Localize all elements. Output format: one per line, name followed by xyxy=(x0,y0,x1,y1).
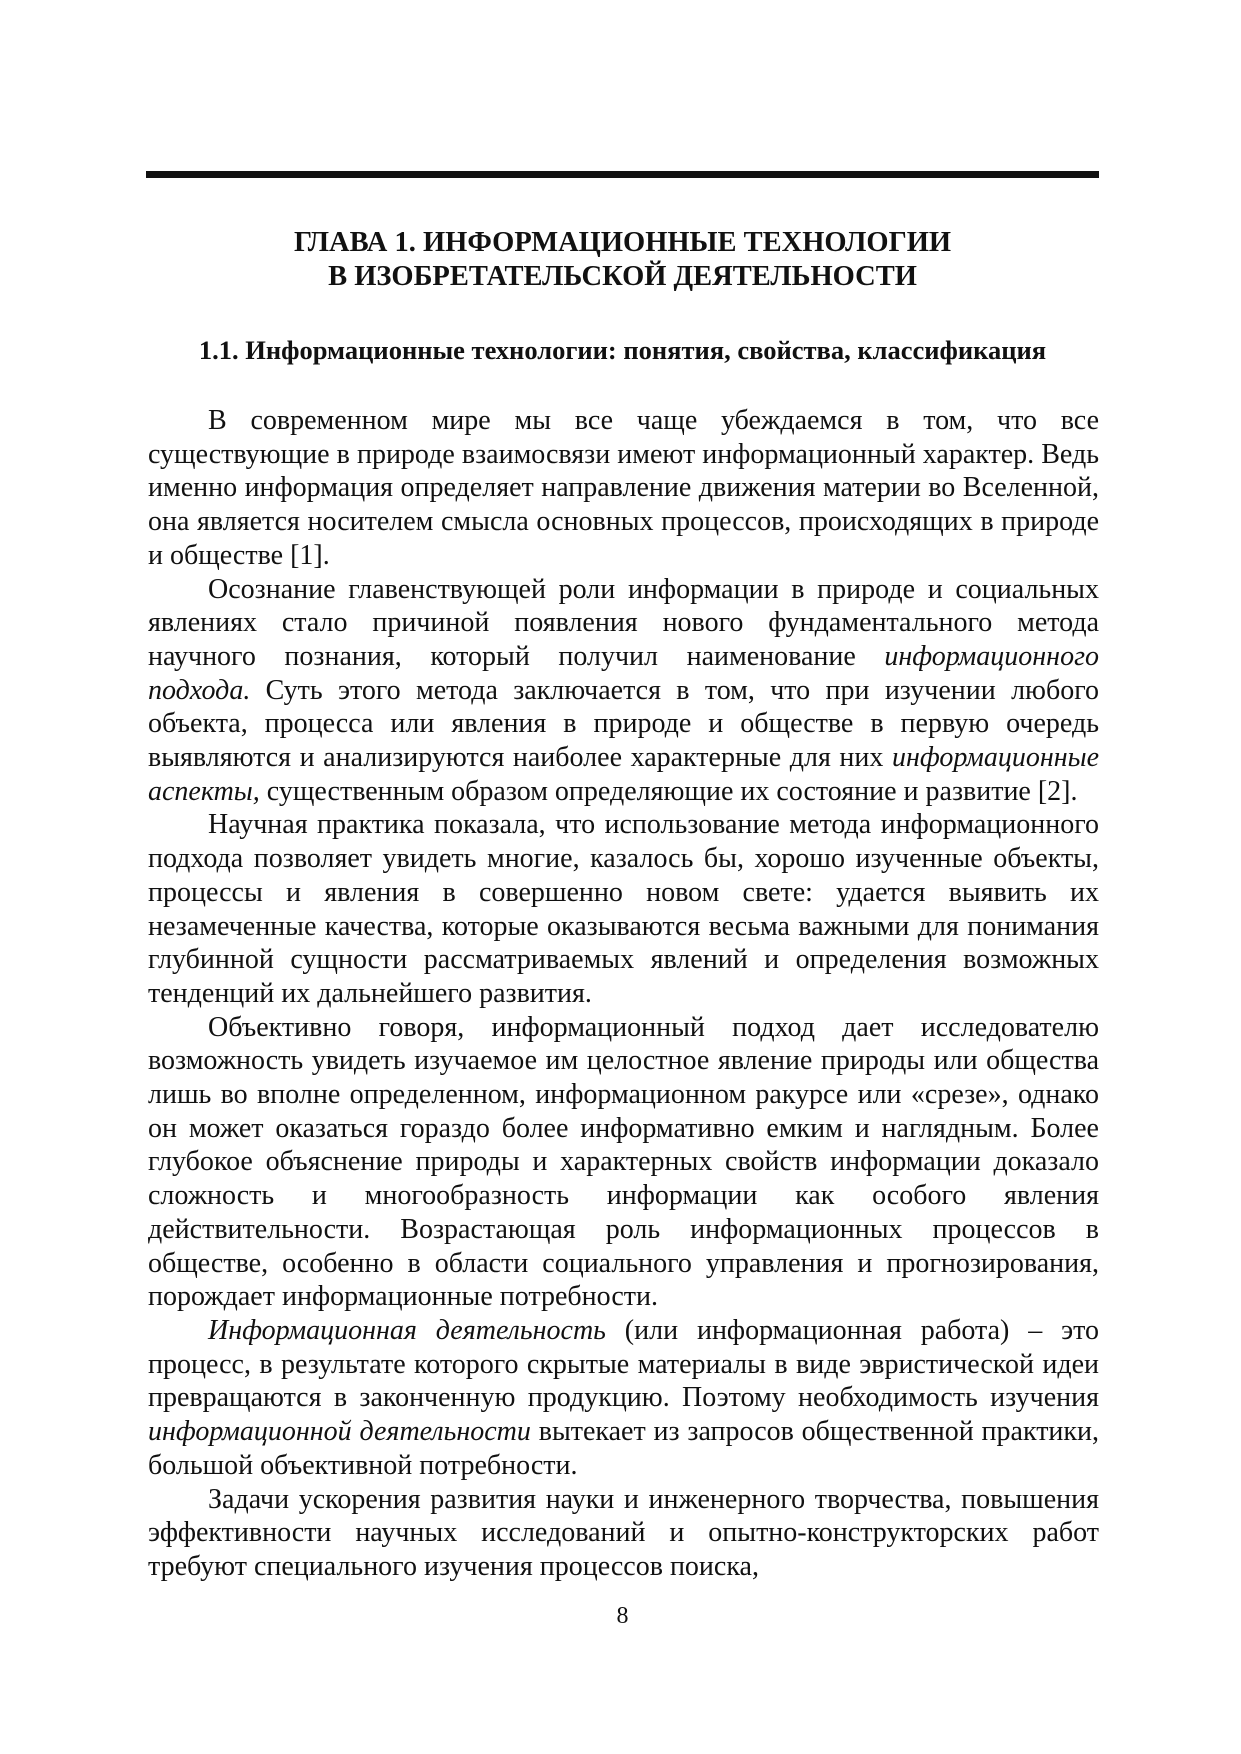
paragraph-2-text-1: Осознание главенствующей роли информации в природе и социальных явлениях стало причиной появления нового фундаментального метода научного познания, который получил наименование xyxy=(148,573,1099,672)
paragraph-2-emphasis-2: информационные аспекты, xyxy=(148,742,1099,807)
paragraph-5-emphasis-2: информационной деятельности xyxy=(148,1416,531,1448)
paragraph-4: Объективно говоря, информационный подход дает исследователю возможность увидеть изучаемое им целостное явление природы или общества лишь во вполне определенном, информационном ракурсе или «срезе», однако он может оказаться гораздо более информативно емким и наглядным. Более глубокое объяснение природы и характерных свойств информации доказало сложность и многообразность информации как особого явления действительности. Возрастающая роль информационных процессов в обществе, особенно в области социального управления и прогнозирования, порождает информационные потребности. xyxy=(148,1011,1099,1313)
header-rule xyxy=(146,171,1099,178)
paragraph-5-emphasis-1: Информационная деятельность xyxy=(208,1314,606,1346)
paragraph-5-text-1: (или информационная работа) – это процесс, в результате которого скрытые материалы в виде эвристической идеи превращаются в законченную продукцию. Поэтому необходимость изучения xyxy=(148,1314,1100,1414)
paragraph-1: В современном мире мы все чаще убеждаемся в том, что все существующие в природе взаимосвязи имеют информационный характер. Ведь именно информация определяет направление движения материи во Вселенной, она является носителем смысла основных процессов, происходящих в природе и обществе [1]. xyxy=(148,405,1099,571)
chapter-title-line-2: В ИЗОБРЕТАТЕЛЬСКОЙ ДЕЯТЕЛЬНОСТИ xyxy=(328,261,917,292)
paragraph-6: Задачи ускорения развития науки и инженерного творчества, повышения эффективности научных исследований и опытно-конструкторских работ требуют специального изучения процессов поиска, xyxy=(148,1483,1099,1582)
section-title: 1.1. Информационные технологии: понятия, свойства, классификация xyxy=(198,335,1047,365)
paragraph-2-text-2: Суть этого метода заключается в том, что при изучении любого объекта, процесса или явления в природе и обществе в первую очередь выявляются и анализируются наиболее характерные для них xyxy=(148,674,1099,774)
paragraph-5 xyxy=(148,1314,1099,1483)
paragraph-2-emphasis-1: информационного подхода. xyxy=(148,640,1099,706)
paragraph-5-text-2: вытекает из запросов общественной практики, большой объективной потребности. xyxy=(148,1416,1100,1481)
paragraph-2-text-3: существенным образом определяющие их состояние и развитие [2]. xyxy=(259,775,1078,807)
body-text xyxy=(148,404,1099,1584)
paragraph-2 xyxy=(148,573,1099,809)
chapter-title xyxy=(146,226,1099,294)
paragraph-3: Научная практика показала, что использование метода информационного подхода позволяет увидеть многие, казалось бы, хорошо изученные объекты, процессы и явления в совершенно новом свете: удается выявить их незамеченные качества, которые оказываются весьма важными для понимания глубинной сущности рассматриваемых явлений и определения возможных тенденций их дальнейшего развития. xyxy=(148,809,1099,1009)
chapter-title-line-1: ГЛАВА 1. ИНФОРМАЦИОННЫЕ ТЕХНОЛОГИИ xyxy=(293,227,952,258)
page-number: 8 xyxy=(616,1603,629,1629)
